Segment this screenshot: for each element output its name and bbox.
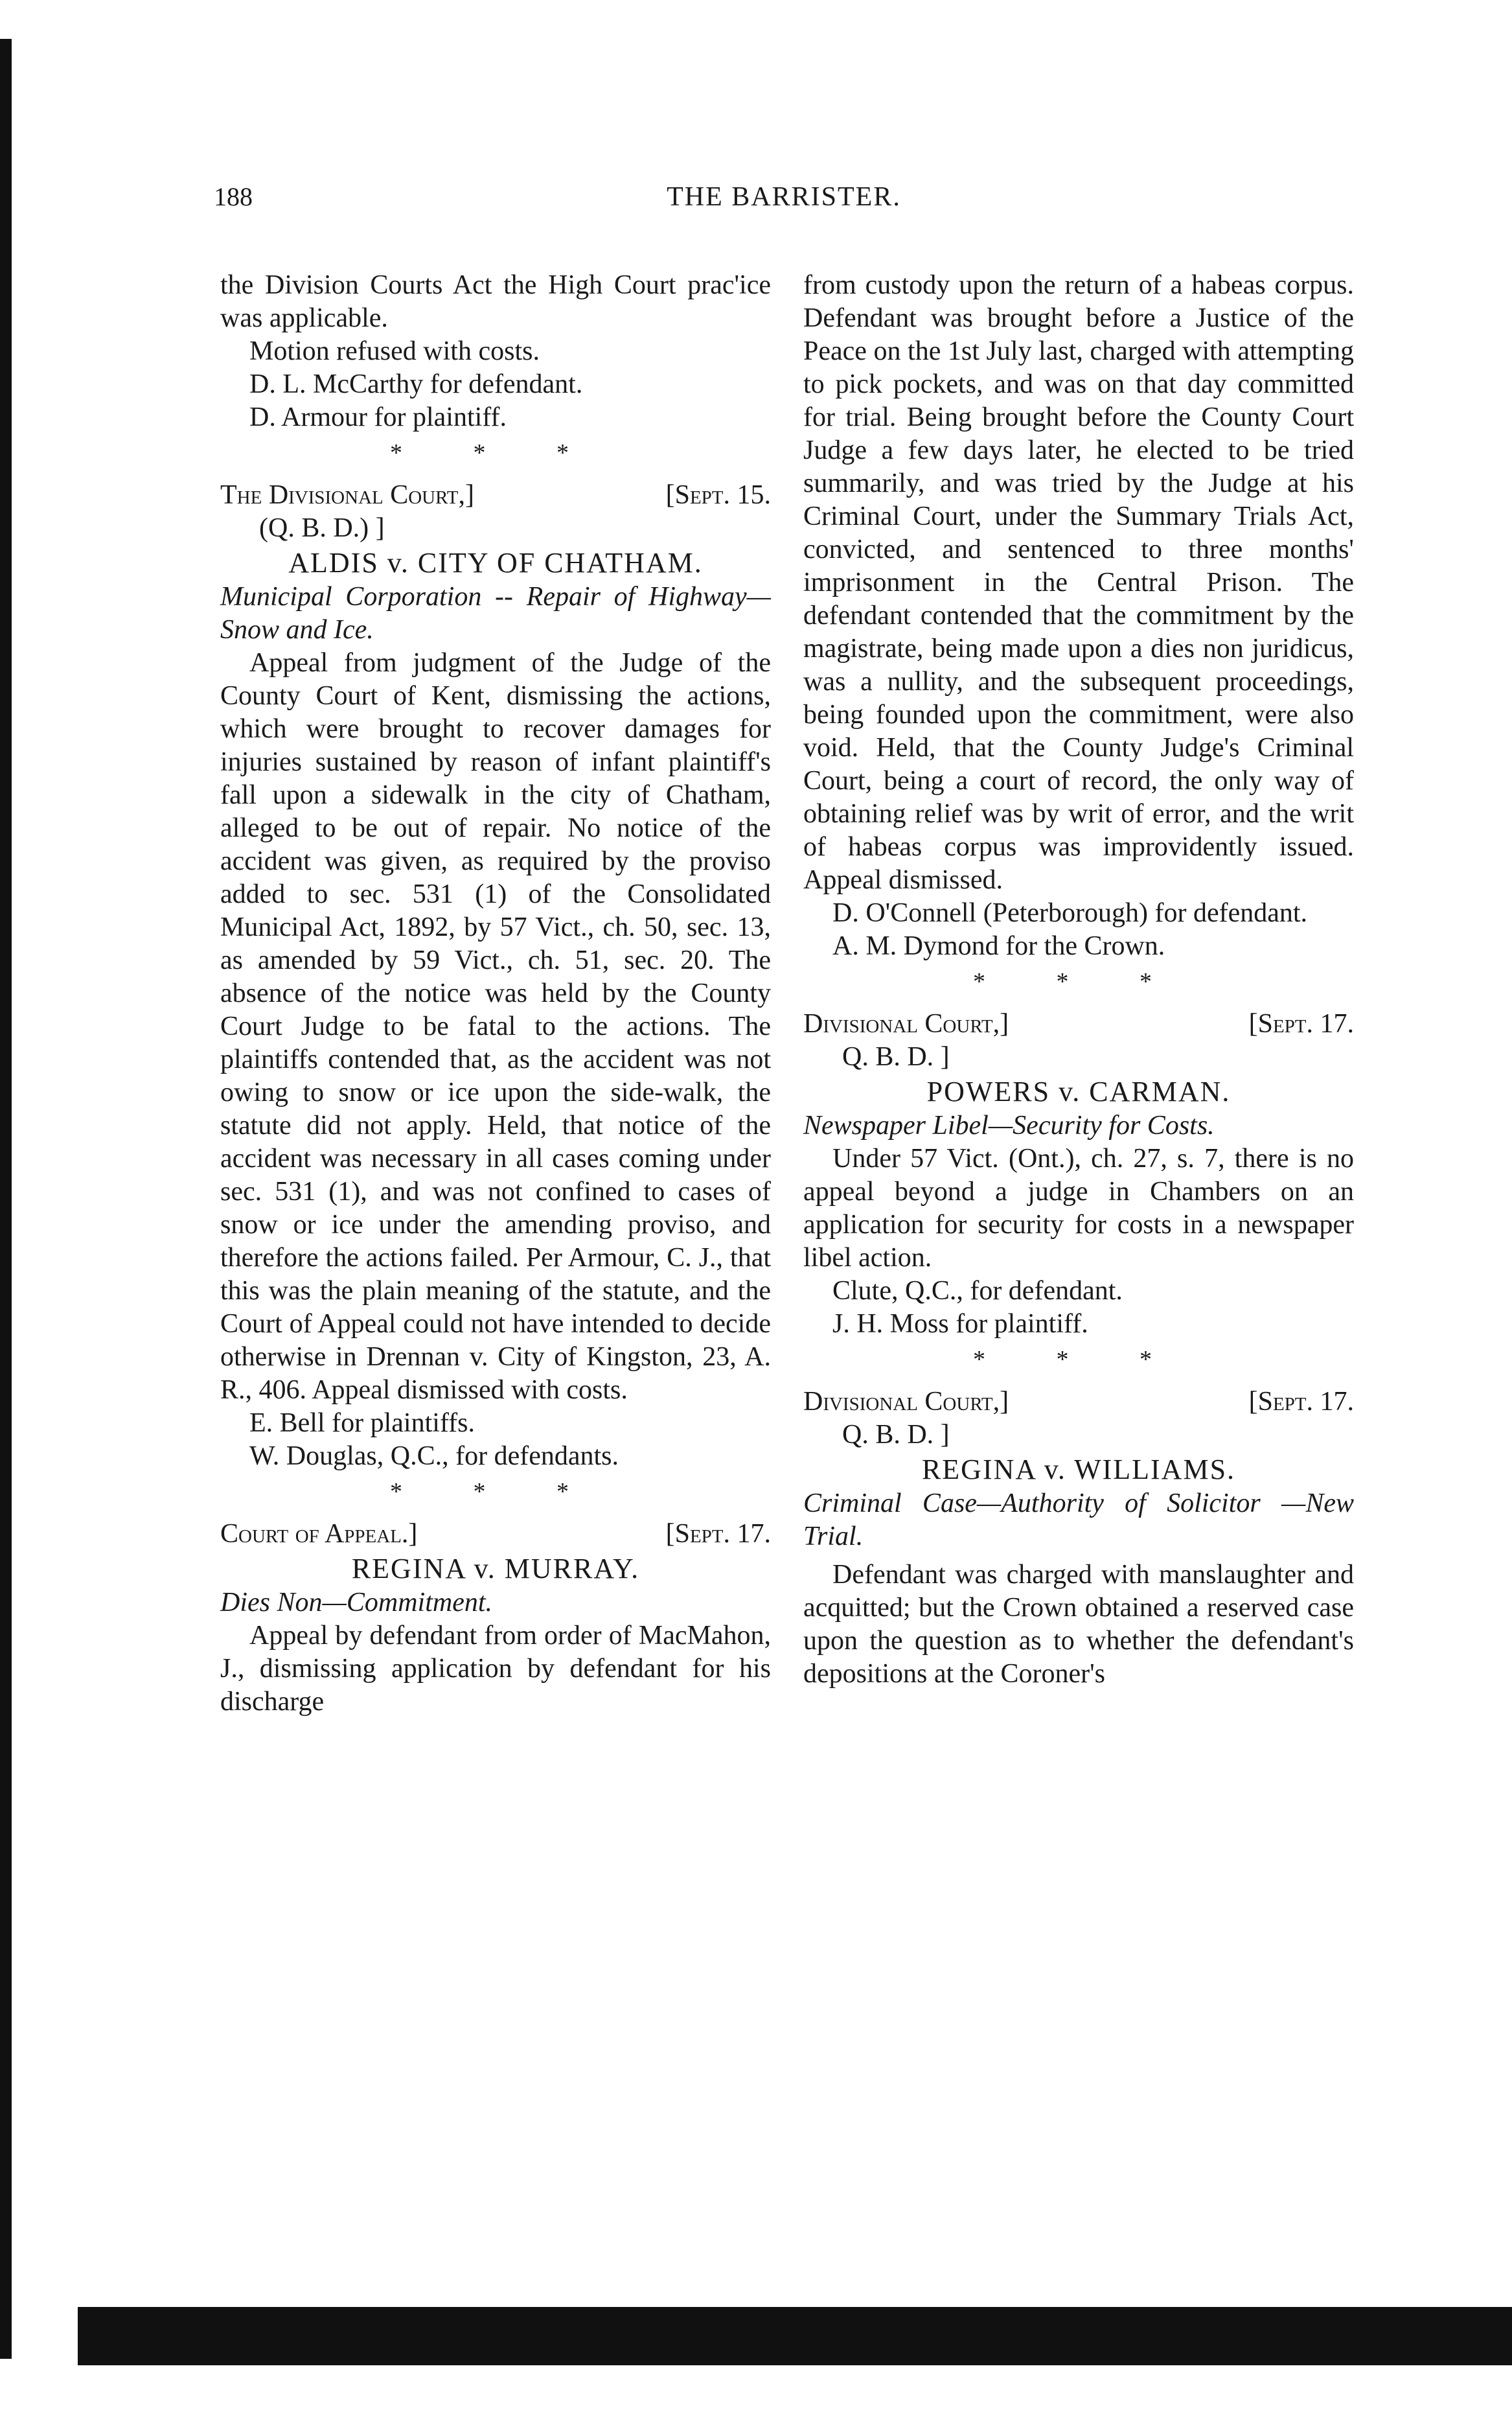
intro-line: Motion refused with costs. xyxy=(249,336,540,366)
scan-edge-bottom xyxy=(78,2307,1512,2365)
intro-line: the Division Courts Act the High Court prac'ice was applicable. xyxy=(220,270,771,333)
case-title: ALDIS v. CITY OF CHATHAM. xyxy=(288,547,703,579)
court-date: [Sept. 17. xyxy=(1248,1387,1354,1417)
court-name: Divisional Court,] xyxy=(803,1009,1009,1039)
right-column xyxy=(803,269,1354,1691)
court-heading xyxy=(803,1385,1354,1419)
case-body: Under 57 Vict. (Ont.), ch. 27, s. 7, there is no appeal beyond a judge in Chambers on an application for security for costs in a newspaper libel action. xyxy=(803,1144,1354,1273)
counsel-line: Clute, Q.C., for defendant. xyxy=(832,1276,1123,1306)
case-body: Appeal from judgment of the Judge of the County Court of Kent, dismissing the actions, which were brought to recover damages for injuries sustained by reason of infant plaintiff's fall upon a sidewalk in the city of Chatham, alleged to be out of repair. No notice of the accident was given, as required by the proviso added to sec. 531 (1) of the Consolidated Municipal Act, 1892, by 57 Vict., ch. 50, sec. 13, as amended by 59 Vict., ch. 51, sec. 20. The absence of the notice was held by the County Court Judge to be fatal to the actions. The plaintiffs contended that, as the accident was not owing to snow or ice upon the side-walk, the statute did not apply. Held, that notice of the accident was necessary in all cases coming under sec. 531 (1), and was not confined to cases of snow or ice under the amending proviso, and therefore the actions failed. Per Armour, C. J., that this was the plain meaning of the statute, and the Court of Appeal could not have intended to decide otherwise in Drennan v. City of Kingston, 23, A. R., 406. Appeal dismissed with costs. xyxy=(220,648,771,1405)
counsel-line: W. Douglas, Q.C., for defendants. xyxy=(249,1441,619,1471)
court-division: Q. B. D. ] xyxy=(842,1420,950,1450)
court-heading xyxy=(220,1518,771,1551)
case-body: Appeal by defendant from order of MacMahon, J., dismissing application by defendant for his discharge xyxy=(220,1621,771,1717)
case-title: REGINA v. MURRAY. xyxy=(351,1553,640,1584)
section-divider: * * * xyxy=(390,1478,601,1505)
case-subject: Municipal Corporation -- Repair of Highway—Snow and Ice. xyxy=(220,582,771,645)
court-name: Divisional Court,] xyxy=(803,1387,1009,1417)
court-division: Q. B. D. ] xyxy=(842,1042,950,1072)
section-divider: * * * xyxy=(973,968,1184,995)
intro-line: D. L. McCarthy for defendant. xyxy=(249,369,583,399)
counsel-line: E. Bell for plaintiffs. xyxy=(249,1408,475,1438)
counsel-line: D. O'Connell (Peterborough) for defendant. xyxy=(832,898,1308,928)
court-name: The Divisional Court,] xyxy=(220,480,474,510)
page-header xyxy=(214,181,1354,220)
counsel-line: J. H. Moss for plaintiff. xyxy=(832,1309,1088,1339)
court-heading xyxy=(220,479,771,512)
case-subject: Dies Non—Commitment. xyxy=(220,1588,492,1617)
court-date: [Sept. 17. xyxy=(665,1519,771,1549)
court-heading xyxy=(803,1008,1354,1041)
case-title: POWERS v. CARMAN. xyxy=(926,1076,1231,1107)
scan-edge-left xyxy=(0,39,12,2359)
section-divider: * * * xyxy=(973,1346,1184,1373)
case-subject: Newspaper Libel—Security for Costs. xyxy=(803,1111,1215,1141)
court-date: [Sept. 17. xyxy=(1248,1009,1354,1039)
intro-line: D. Armour for plaintiff. xyxy=(249,402,507,432)
page-number: 188 xyxy=(214,182,253,211)
section-divider: * * * xyxy=(390,439,601,467)
left-column xyxy=(220,269,771,1719)
case-title: REGINA v. WILLIAMS. xyxy=(921,1454,1236,1485)
counsel-line: A. M. Dymond for the Crown. xyxy=(832,931,1165,961)
case-subject: Criminal Case—Authority of Solicitor —New Trial. xyxy=(803,1489,1354,1551)
case-body-continued: from custody upon the return of a habeas corpus. Defendant was brought before a Justice of the Peace on the 1st July last, charged with attempting to pick pockets, and was on that day committed for trial. Being brought before the County Court Judge a few days later, he elected to be tried summarily, and was tried by the Judge at his Criminal Court, under the Summary Trials Act, convicted, and sentenced to three months' imprisonment in the Central Prison. The defendant contended that the commitment by the magistrate, being made upon a dies non juridicus, was a nullity, and the subsequent proceedings, being founded upon the commitment, were also void. Held, that the County Judge's Criminal Court, being a court of record, the only way of obtaining relief was by writ of error, and the writ of habeas corpus was improvidently issued. Appeal dismissed. xyxy=(803,270,1354,895)
case-body: Defendant was charged with manslaughter and acquitted; but the Crown obtained a reserved case upon the question as to whether the defendant's depositions at the Coroner's xyxy=(803,1560,1354,1689)
court-name: Court of Appeal.] xyxy=(220,1519,418,1549)
court-division: (Q. B. D.) ] xyxy=(259,513,385,543)
court-date: [Sept. 15. xyxy=(665,480,771,510)
running-title: THE BARRISTER. xyxy=(667,182,901,212)
